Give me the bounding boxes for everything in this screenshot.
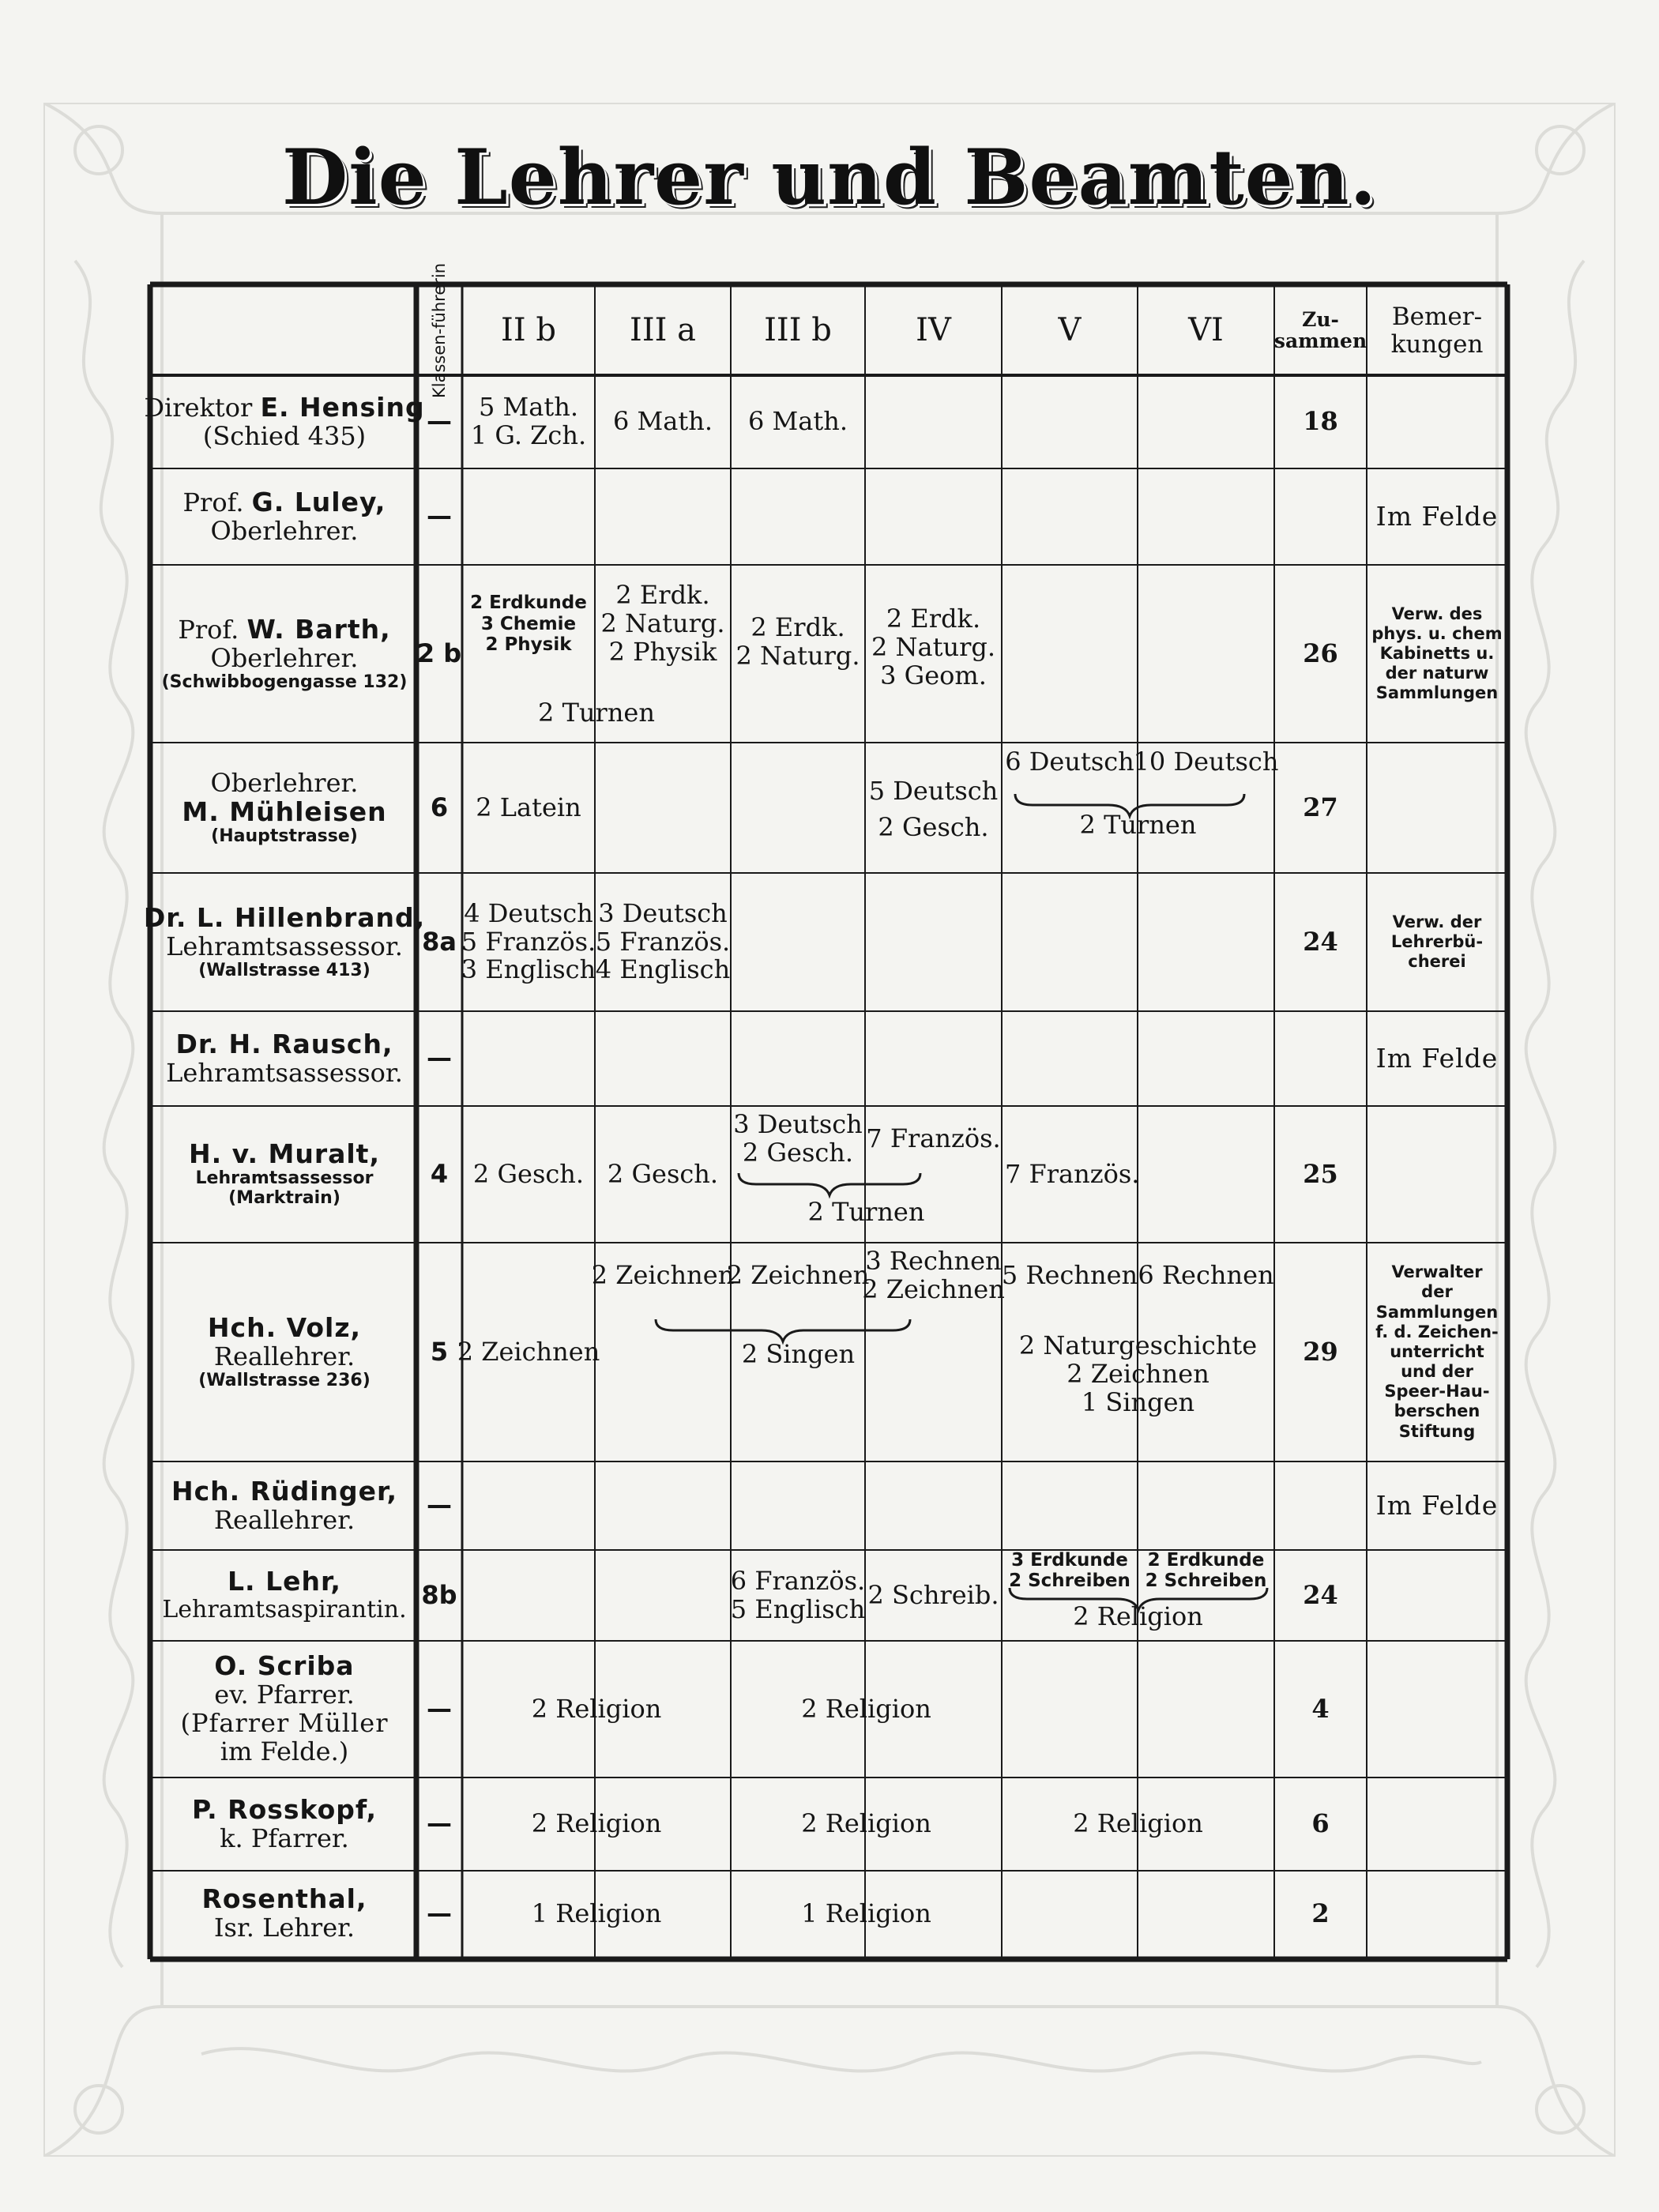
- lesson-span-text: 2 Turnen: [807, 1197, 925, 1228]
- teacher-title: Oberlehrer.: [210, 642, 359, 673]
- teacher-address: (Schied 435): [202, 420, 367, 451]
- table-row-teacher: [144, 375, 425, 468]
- lesson-text: 2 Erdk.: [750, 611, 845, 642]
- klassenfuehrer-mark: 5: [430, 1336, 449, 1367]
- table-row-teacher: [152, 468, 416, 565]
- remark-line: f. d. Zeichen-: [1375, 1322, 1499, 1341]
- total-hours: 6: [1311, 1808, 1330, 1839]
- lesson-text: 2 Naturg.: [600, 608, 725, 639]
- lesson-text: 6 Math.: [612, 406, 713, 437]
- teacher-title: Oberlehrer.: [210, 767, 359, 798]
- teacher-note: im Felde.): [220, 1736, 349, 1766]
- total-hours: 2: [1311, 1898, 1330, 1928]
- remark-line: Lehrerbü-: [1390, 931, 1484, 951]
- lesson-span-text: 2 Turnen: [538, 697, 655, 728]
- teacher-name: Dr. H. Rausch,: [175, 1028, 393, 1059]
- teacher-title: Lehramtsaspirantin.: [162, 1596, 407, 1624]
- lesson-cell: [731, 589, 865, 695]
- lesson-text: 7 Französ.: [866, 1123, 1001, 1154]
- lesson-span-text: 2 Singen: [741, 1339, 856, 1370]
- lesson-text: 5 Rechnen: [1001, 1260, 1138, 1291]
- lesson-span-text: 2 Turnen: [1079, 810, 1197, 841]
- header-col-IV: IV: [916, 312, 951, 349]
- table-row-teacher: [152, 565, 416, 743]
- teacher-prefix: Prof.: [182, 487, 244, 517]
- lesson-text: 5 Englisch: [730, 1593, 866, 1624]
- remark: Im Felde: [1375, 1489, 1499, 1521]
- lesson-text: 5 Französ.: [595, 926, 731, 957]
- teacher-name: L. Lehr,: [228, 1566, 341, 1597]
- remark-line: unterricht: [1390, 1341, 1484, 1361]
- table-row-teacher: [152, 1871, 416, 1957]
- remark-line: Verw. des: [1391, 604, 1483, 623]
- klassenfuehrer-mark: —: [427, 501, 452, 532]
- teacher-name: G. Luley,: [251, 486, 386, 517]
- lesson-text: 6 Rechnen: [1138, 1260, 1274, 1291]
- teacher-title: k. Pfarrer.: [220, 1823, 349, 1853]
- remark-line: cherei: [1408, 952, 1466, 972]
- remark-line: Sammlungen: [1375, 683, 1499, 703]
- klassenfuehrer-mark: 4: [430, 1158, 449, 1189]
- lesson-cell: [462, 873, 595, 1011]
- teacher-name: H. v. Muralt,: [189, 1138, 380, 1170]
- lesson-span-text: 2 Religion: [531, 1808, 662, 1839]
- lesson-text: 7 Französ.: [1005, 1158, 1140, 1189]
- klassenfuehrer-mark: 8b: [421, 1579, 457, 1610]
- header-klassenfuehrerin: Klassen-führerin: [429, 262, 449, 399]
- remark-line: phys. u. chem: [1371, 623, 1503, 643]
- remark-line: Stiftung: [1398, 1421, 1476, 1441]
- table-row-teacher: [152, 1550, 416, 1641]
- lesson-text: 2 Physik: [485, 634, 572, 656]
- lesson-cell: [595, 569, 731, 679]
- teacher-title: Oberlehrer.: [210, 515, 359, 546]
- teacher-name: O. Scriba: [214, 1650, 355, 1682]
- header-zusammen: Zu-sammen: [1273, 308, 1367, 352]
- lesson-text: 2 Zeichnen: [726, 1260, 870, 1291]
- remark: [1367, 1243, 1507, 1462]
- lesson-text: 2 Naturg.: [871, 632, 996, 663]
- teacher-prefix: Prof.: [178, 614, 239, 645]
- lesson-span-text: 2 Religion: [801, 1808, 931, 1839]
- teacher-title: Lehramtsassessor.: [166, 1057, 403, 1088]
- lesson-text: 3 Deutsch: [598, 897, 728, 928]
- teacher-title: Isr. Lehrer.: [213, 1913, 356, 1943]
- remark-line: Speer-Hau-: [1384, 1382, 1490, 1401]
- table-row-teacher: [152, 1641, 416, 1778]
- lesson-span-text: 2 Religion: [531, 1693, 662, 1724]
- lesson-text: 2 Gesch.: [878, 812, 989, 842]
- lesson-span-text: 2 Religion: [801, 1693, 931, 1724]
- klassenfuehrer-mark: —: [427, 1898, 452, 1928]
- lesson-cell: [1002, 1547, 1138, 1594]
- klassenfuehrer-mark: —: [427, 1808, 452, 1839]
- lesson-text: 4 Deutsch: [464, 897, 593, 928]
- lesson-text: 3 Rechnen: [865, 1246, 1002, 1277]
- teacher-note: (Pfarrer Müller: [180, 1708, 389, 1739]
- header-bemerkungen: Bemer-kungen: [1390, 303, 1484, 359]
- klassenfuehrer-mark: 8a: [422, 926, 457, 957]
- lesson-text: 5 Deutsch: [868, 776, 999, 807]
- remark-line: berschen: [1394, 1401, 1480, 1421]
- lesson-text: 2 Naturgeschichte: [1018, 1330, 1258, 1361]
- remark: Im Felde: [1375, 500, 1499, 532]
- klassenfuehrer-mark: —: [427, 1693, 452, 1724]
- teacher-address: (Hauptstrasse): [211, 826, 358, 846]
- lesson-text: 4 Englisch: [595, 954, 731, 985]
- lesson-text: 2 Erdkunde: [470, 592, 587, 614]
- lesson-span-text: 1 Religion: [531, 1898, 662, 1928]
- table-row-teacher: [152, 1778, 416, 1871]
- teacher-name: Rosenthal,: [201, 1883, 367, 1915]
- table-row-teacher: [152, 1462, 416, 1550]
- teacher-title: Lehramtsassessor: [195, 1168, 374, 1189]
- lesson-text: 6 Deutsch: [1005, 747, 1134, 777]
- remark-line: der naturw: [1385, 664, 1489, 683]
- lesson-text: 2 Gesch.: [472, 1158, 585, 1189]
- lesson-text: 6 Math.: [747, 406, 848, 437]
- klassenfuehrer-mark: 6: [430, 792, 449, 822]
- lesson-text: 3 Englisch: [461, 954, 596, 985]
- lesson-text: 2 Physik: [608, 636, 717, 667]
- lesson-text: 2 Gesch.: [607, 1158, 719, 1189]
- teacher-title: Lehramtsassessor.: [166, 931, 403, 961]
- teacher-name: Dr. L. Hillenbrand,: [143, 901, 426, 933]
- table-row-teacher: [152, 1011, 416, 1106]
- header-col-IIb: II b: [501, 312, 556, 349]
- teacher-name: Hch. Volz,: [207, 1311, 362, 1343]
- teacher-title: Reallehrer.: [213, 1341, 356, 1371]
- lesson-text: 5 Math.: [478, 392, 578, 423]
- header-col-VI: VI: [1188, 312, 1224, 349]
- lesson-text: 3 Erdkunde: [1011, 1549, 1128, 1571]
- lesson-text: 2 Schreib.: [867, 1579, 999, 1610]
- lesson-text: 6 Französ.: [730, 1565, 866, 1596]
- total-hours: 26: [1303, 638, 1338, 668]
- lesson-text: 2 Schreiben: [1009, 1571, 1130, 1591]
- remark: [1367, 565, 1507, 743]
- lesson-text: 10 Deutsch: [1133, 747, 1279, 777]
- remark-line: Kabinetts u.: [1379, 643, 1495, 663]
- lesson-text: 2 Erdk.: [615, 580, 710, 611]
- lesson-text: 2 Naturg.: [735, 640, 860, 671]
- header-col-IIIb: III b: [764, 312, 832, 349]
- remark: Im Felde: [1375, 1042, 1499, 1074]
- lesson-cell: [595, 873, 731, 1011]
- lesson-cell: [865, 589, 1002, 707]
- remark-line: Sammlungen: [1375, 1302, 1499, 1322]
- lesson-text: 1 G. Zch.: [470, 420, 587, 450]
- teacher-address: (Wallstrasse 236): [198, 1370, 371, 1390]
- klassenfuehrer-mark: 2 b: [416, 638, 462, 668]
- table-row-teacher: [152, 1106, 416, 1243]
- table-row-teacher: [143, 873, 426, 1011]
- lesson-text: 2 Zeichnen: [457, 1336, 600, 1367]
- total-hours: 29: [1303, 1336, 1338, 1367]
- lesson-cell: [731, 1108, 865, 1171]
- total-hours: 24: [1303, 1579, 1338, 1610]
- lesson-cell: [1002, 1319, 1274, 1430]
- lesson-cell: [731, 1550, 865, 1641]
- teacher-title: ev. Pfarrer.: [214, 1680, 355, 1710]
- page-title: Die Lehrer und Beamten.: [281, 133, 1378, 222]
- teacher-title: Reallehrer.: [213, 1504, 356, 1535]
- total-hours: 24: [1303, 926, 1338, 957]
- header-col-IIIa: III a: [630, 312, 696, 349]
- klassenfuehrer-mark: —: [427, 406, 452, 437]
- lesson-cell: [862, 1244, 1005, 1307]
- lesson-text: 2 Erdkunde: [1147, 1549, 1265, 1571]
- lesson-span-text: 2 Religion: [1073, 1808, 1203, 1839]
- teacher-name: P. Rosskopf,: [192, 1793, 377, 1825]
- remark: [1367, 873, 1507, 1011]
- teacher-address: (Schwibbogengasse 132): [161, 672, 408, 692]
- teacher-prefix: Direktor: [144, 392, 253, 423]
- lesson-text: 1 Singen: [1081, 1386, 1195, 1417]
- lesson-text: 3 Geom.: [880, 660, 987, 690]
- lesson-span-text: 1 Religion: [801, 1898, 931, 1928]
- lesson-text: 5 Französ.: [461, 926, 596, 957]
- lesson-cell: [865, 758, 1002, 861]
- lesson-text: 2 Zeichnen: [862, 1274, 1005, 1304]
- lesson-text: 2 Latein: [476, 792, 581, 822]
- total-hours: 18: [1303, 406, 1338, 437]
- klassenfuehrer-mark: —: [427, 1490, 452, 1521]
- lesson-text: 2 Schreiben: [1145, 1571, 1267, 1591]
- lesson-cell: [462, 375, 595, 468]
- lesson-cell: [1138, 1547, 1274, 1594]
- teacher-name: W. Barth,: [246, 613, 391, 645]
- teacher-address: (Marktrain): [228, 1187, 340, 1208]
- lesson-text: 2 Zeichnen: [591, 1260, 735, 1291]
- lesson-text: 3 Deutsch: [733, 1109, 863, 1140]
- lesson-cell: [462, 573, 595, 675]
- remark-line: der: [1421, 1282, 1453, 1302]
- lesson-text: 2 Zeichnen: [1066, 1359, 1209, 1390]
- lesson-text: 2 Erdk.: [886, 604, 981, 634]
- remark-line: Verw. der: [1392, 912, 1482, 931]
- remark-line: und der: [1401, 1362, 1473, 1382]
- teacher-address: (Wallstrasse 413): [198, 960, 371, 980]
- total-hours: 25: [1303, 1158, 1338, 1189]
- table-row-teacher: [152, 1243, 416, 1462]
- remark-line: Verwalter: [1391, 1262, 1483, 1282]
- teacher-name: M. Mühleisen: [182, 796, 387, 827]
- lesson-text: 3 Chemie: [480, 613, 577, 634]
- table-row-teacher: [152, 743, 416, 873]
- lesson-span-text: 2 Religion: [1073, 1601, 1203, 1632]
- teacher-name: E. Hensing: [260, 391, 425, 423]
- teacher-name: Hch. Rüdinger,: [171, 1475, 397, 1507]
- header-col-V: V: [1058, 312, 1082, 349]
- lesson-text: 2 Gesch.: [742, 1138, 854, 1168]
- klassenfuehrer-mark: —: [427, 1043, 452, 1074]
- total-hours: 27: [1303, 792, 1338, 822]
- total-hours: 4: [1311, 1693, 1330, 1724]
